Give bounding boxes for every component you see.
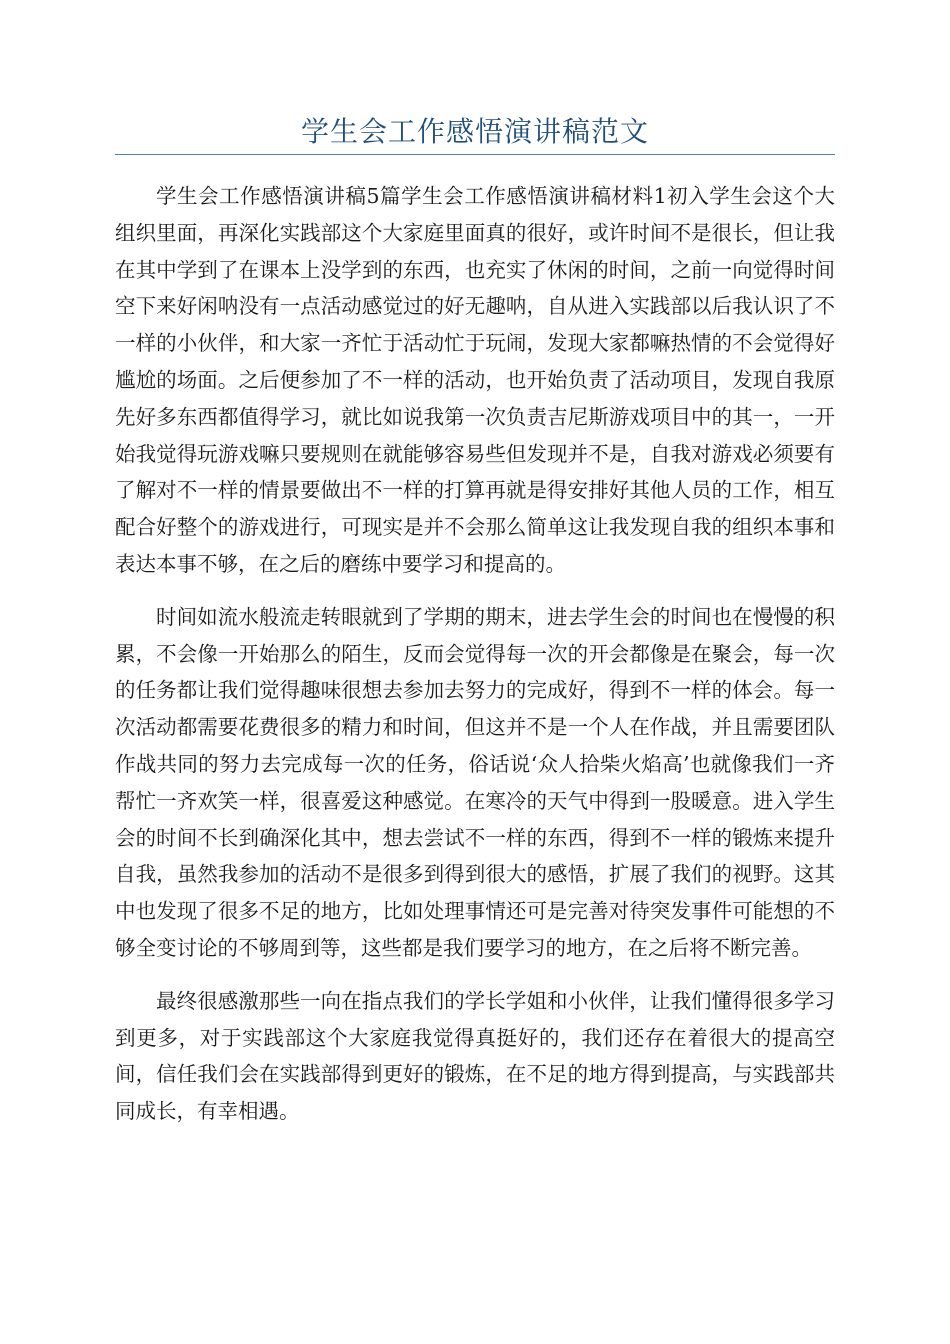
title-underline: [115, 154, 835, 155]
document-body: [115, 178, 835, 1146]
document-title: 学生会工作感悟演讲稿范文: [300, 115, 649, 148]
paragraph-1: 学生会工作感悟演讲稿5篇学生会工作感悟演讲稿材料1初入学生会这个大组织里面，再深化实践部这个大家庭里面真的很好，或许时间不是很长，但让我在其中学到了在课本上没学到的东西，也充实了休闲的时间，之前一向觉得时间空下来好闲呐没有一点活动感觉过的好无趣呐，自从进入实践部以后我认识了不一样的小伙伴，和大家一齐忙于活动忙于玩闹，发现大家都嘛热情的不会觉得好尴尬的场面。之后便参加了不一样的活动，也开始负责了活动项目，发现自我原先好多东西都值得学习，就比如说我第一次负责吉尼斯游戏项目中的其一，一开始我觉得玩游戏嘛只要规则在就能够容易些但发现并不是，自我对游戏必须要有了解对不一样的情景要做出不一样的打算再就是得安排好其他人员的工作，相互配合好整个的游戏进行，可现实是并不会那么简单这让我发现自我的组织本事和表达本事不够，在之后的磨练中要学习和提高的。: [115, 184, 835, 576]
paragraph-3: 最终很感激那些一向在指点我们的学长学姐和小伙伴，让我们懂得很多学习到更多，对于实践部这个大家庭我觉得真挺好的，我们还存在着很大的提高空间，信任我们会在实践部得到更好的锻炼，在不足的地方得到提高，与实践部共同成长，有幸相遇。: [115, 988, 835, 1124]
paragraph-2: 时间如流水般流走转眼就到了学期的期末，进去学生会的时间也在慢慢的积累，不会像一开始那么的陌生，反而会觉得每一次的开会都像是在聚会，每一次的任务都让我们觉得趣味很想去参加去努力的完成好，得到不一样的体会。每一次活动都需要花费很多的精力和时间，但这并不是一个人在作战，并且需要团队作战共同的努力去完成每一次的任务，俗话说‘众人拾柴火焰高’也就像我们一齐帮忙一齐欢笑一样，很喜爱这种感觉。在寒冷的天气中得到一股暖意。进入学生会的时间不长到确深化其中，想去尝试不一样的东西，得到不一样的锻炼来提升自我，虽然我参加的活动不是很多到得到很大的感悟，扩展了我们的视野。这其中也发现了很多不足的地方，比如处理事情还可是完善对待突发事件可能想的不够全变讨论的不够周到等，这些都是我们要学习的地方，在之后将不断完善。: [115, 604, 835, 960]
